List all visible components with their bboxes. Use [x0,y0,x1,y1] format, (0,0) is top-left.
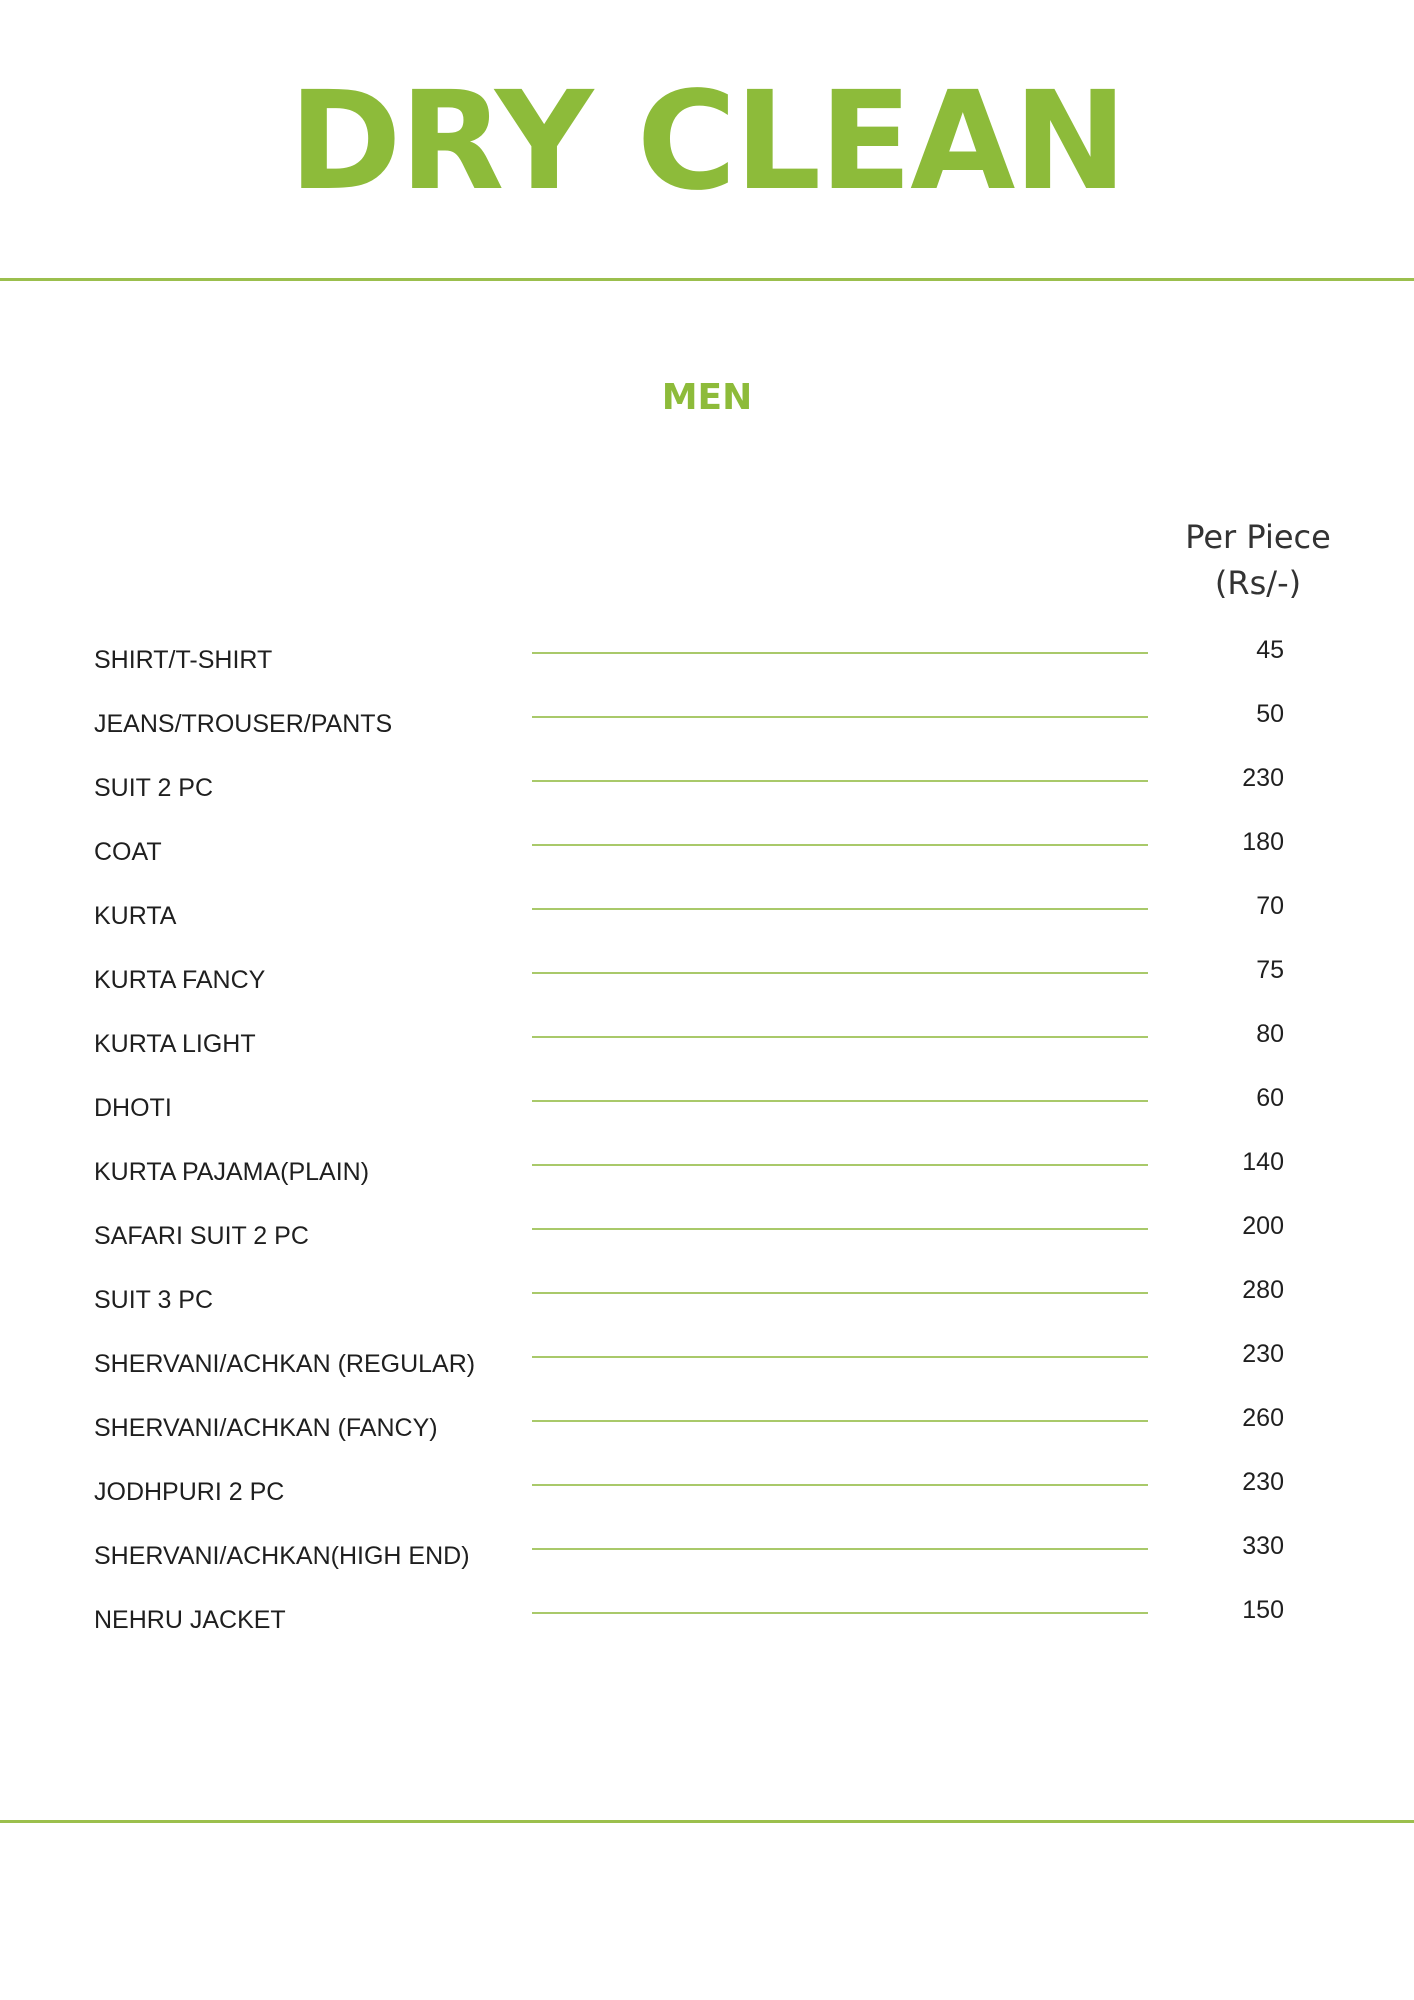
leader-line [532,780,1148,782]
item-price: 200 [1242,1212,1284,1240]
list-item [0,890,1414,954]
item-price: 230 [1242,1468,1284,1496]
leader-line [532,716,1148,718]
leader-line [532,908,1148,910]
item-price: 75 [1256,956,1284,984]
leader-line [532,1548,1148,1550]
list-item [0,634,1414,698]
list-item [0,1594,1414,1658]
item-name: SUIT 2 PC [94,774,214,802]
list-item [0,1018,1414,1082]
price-column-header [1150,514,1366,606]
price-header-line-2: (Rs/-) [1214,564,1302,602]
list-item [0,1338,1414,1402]
list-item [0,1466,1414,1530]
price-header-line-1: Per Piece [1185,518,1331,556]
item-price: 45 [1256,636,1284,664]
leader-line [532,1292,1148,1294]
item-name: KURTA LIGHT [94,1030,256,1058]
list-item [0,1146,1414,1210]
leader-line [532,972,1148,974]
bottom-divider [0,1820,1414,1823]
item-price: 50 [1256,700,1284,728]
item-name: KURTA PAJAMA(PLAIN) [94,1158,370,1186]
leader-line [532,1420,1148,1422]
leader-line [532,844,1148,846]
item-name: KURTA FANCY [94,966,266,994]
leader-line [532,1036,1148,1038]
leader-line [532,652,1148,654]
leader-line [532,1100,1148,1102]
item-name: KURTA [94,902,177,930]
leader-line [532,1612,1148,1614]
item-name: NEHRU JACKET [94,1606,286,1634]
item-name: SHIRT/T-SHIRT [94,646,273,674]
list-item [0,1402,1414,1466]
item-price: 150 [1242,1596,1284,1624]
item-price: 70 [1256,892,1284,920]
section-heading: MEN [661,377,753,418]
item-name: DHOTI [94,1094,172,1122]
list-item [0,1274,1414,1338]
item-price: 80 [1256,1020,1284,1048]
list-item [0,826,1414,890]
price-list [0,634,1414,1658]
item-price: 140 [1242,1148,1284,1176]
item-price: 330 [1242,1532,1284,1560]
item-name: JODHPURI 2 PC [94,1478,285,1506]
item-name: SUIT 3 PC [94,1286,214,1314]
item-price: 230 [1242,764,1284,792]
item-name: SHERVANI/ACHKAN (REGULAR) [94,1350,476,1378]
item-name: COAT [94,838,162,866]
item-price: 280 [1242,1276,1284,1304]
list-item [0,1530,1414,1594]
page-title: DRY CLEAN [288,63,1126,221]
leader-line [532,1164,1148,1166]
item-price: 180 [1242,828,1284,856]
leader-line [532,1356,1148,1358]
leader-line [532,1484,1148,1486]
item-name: JEANS/TROUSER/PANTS [94,710,393,738]
list-item [0,698,1414,762]
list-item [0,1210,1414,1274]
item-price: 60 [1256,1084,1284,1112]
list-item [0,762,1414,826]
top-divider [0,278,1414,281]
item-price: 260 [1242,1404,1284,1432]
leader-line [532,1228,1148,1230]
list-item [0,954,1414,1018]
item-price: 230 [1242,1340,1284,1368]
list-item [0,1082,1414,1146]
item-name: SHERVANI/ACHKAN(HIGH END) [94,1542,470,1570]
item-name: SAFARI SUIT 2 PC [94,1222,309,1250]
item-name: SHERVANI/ACHKAN (FANCY) [94,1414,438,1442]
